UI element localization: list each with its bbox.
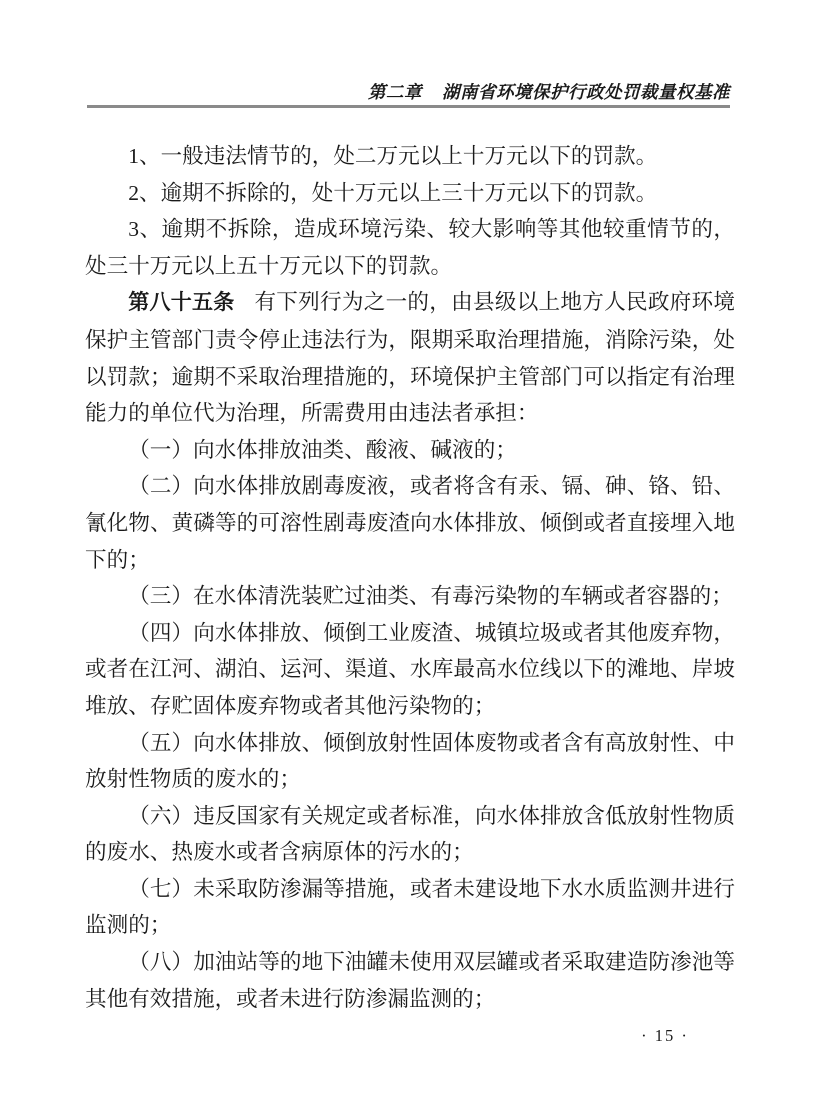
paragraph-item-6: （六）违反国家有关规定或者标准，向水体排放含低放射性物质的废水、热废水或者含病原体的污水的；	[85, 803, 735, 865]
paragraph-penalty-3: 3、逾期不拆除，造成环境污染、较大影响等其他较重情节的，处三十万元以上五十万元以下的罚款。	[85, 217, 735, 278]
paragraph-item-5: （五）向水体排放、倾倒放射性固体废物或者含有高放射性、中放射性物质的废水的；	[85, 730, 735, 792]
chapter-title: 湖南省环境保护行政处罚裁量权基准	[442, 82, 730, 102]
article-85-text: 有下列行为之一的，由县级以上地方人民政府环境保护主管部门责令停止违法行为，限期采取治理措施，消除污染，处以罚款；逾期不采取治理措施的，环境保护主管部门可以指定有治理能力的单位代为治理，所需费用由违法者承担：	[85, 290, 735, 426]
paragraph-item-1: （一）向水体排放油类、酸液、碱液的；	[128, 437, 517, 462]
paragraph-item-3: （三）在水体清洗装贮过油类、有毒污染物的车辆或者容器的；	[128, 584, 733, 609]
paragraph-article-85	[85, 284, 735, 431]
paragraph-item-8: （八）加油站等的地下油罐未使用双层罐或者采取建造防渗池等其他有效措施，或者未进行防渗漏监测的；	[85, 950, 735, 1011]
header-rule	[87, 105, 730, 108]
paragraph-item-7: （七）未采取防渗漏等措施，或者未建设地下水水质监测井进行监测的；	[85, 876, 735, 938]
chapter-label: 第二章	[367, 82, 422, 102]
paragraph-penalty-2: 2、逾期不拆除的，处十万元以上三十万元以下的罚款。	[128, 180, 658, 205]
page-number: · 15 ·	[641, 1026, 689, 1045]
paragraph-item-2: （二）向水体排放剧毒废液，或者将含有汞、镉、砷、铬、铅、氰化物、黄磷等的可溶性剧毒废渣向水体排放、倾倒或者直接埋入地下的；	[85, 474, 735, 572]
document-body	[85, 138, 735, 1017]
article-number: 第八十五条	[128, 291, 235, 315]
paragraph-item-4: （四）向水体排放、倾倒工业废渣、城镇垃圾或者其他废弃物，或者在江河、湖泊、运河、渠道、水库最高水位线以下的滩地、岸坡堆放、存贮固体废弃物或者其他污染物的；	[85, 620, 735, 718]
paragraph-penalty-1: 1、一般违法情节的，处二万元以上十万元以下的罚款。	[128, 144, 658, 168]
running-header	[87, 82, 730, 102]
